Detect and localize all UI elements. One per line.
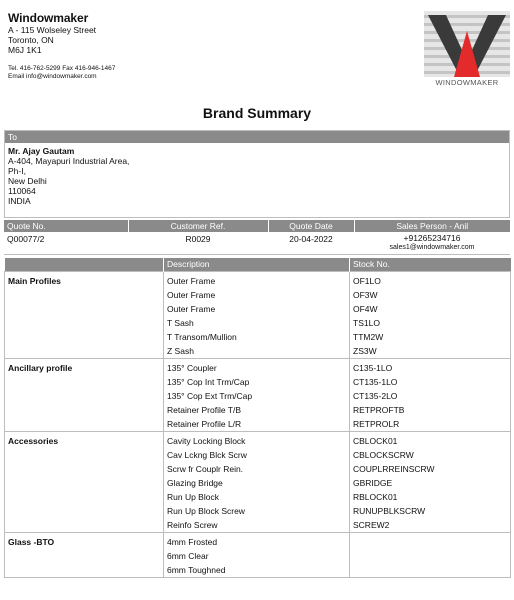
customer-address-line: New Delhi — [8, 176, 47, 186]
item-stock-no: CT135-1LO — [353, 377, 398, 387]
windowmaker-logo-icon — [424, 11, 510, 77]
item-stock-no: RUNUPBLKSCRW — [353, 506, 426, 516]
item-stock-no: RBLOCK01 — [353, 492, 398, 502]
item-stock-no: GBRIDGE — [353, 478, 393, 488]
sales-person-header: Sales Person - Anil — [354, 220, 510, 232]
document-title: Brand Summary — [202, 105, 312, 121]
item-description: Cav Lckng Blck Scrw — [167, 450, 247, 460]
item-description: Z Sash — [167, 346, 194, 356]
customer-address-line: A-404, Mayapuri Industrial Area, — [8, 156, 130, 166]
windowmaker-logo — [424, 11, 510, 91]
item-description: 6mm Toughned — [167, 565, 226, 575]
to-header: To — [5, 131, 509, 143]
stock-no-cell — [350, 272, 511, 359]
quote-date: 20-04-2022 — [268, 232, 354, 254]
item-stock-no: COUPLRREINSCRW — [353, 464, 435, 474]
table-row — [5, 272, 511, 359]
table-row — [5, 533, 511, 578]
category-cell: Main Profiles — [5, 272, 164, 359]
company-address-line: A - 115 Wolseley Street — [8, 25, 97, 35]
item-description: Outer Frame — [167, 304, 216, 314]
item-stock-no: CBLOCK01 — [353, 436, 398, 446]
item-description: 135° Coupler — [167, 363, 217, 373]
item-stock-no — [353, 535, 507, 549]
description-cell — [164, 432, 350, 533]
item-stock-no: TS1LO — [353, 318, 380, 328]
table-row — [5, 359, 511, 432]
company-address-line: Toronto, ON — [8, 35, 54, 45]
item-stock-no: OF4W — [353, 304, 378, 314]
item-description: Retainer Profile T/B — [167, 405, 242, 415]
category-cell: Accessories — [5, 432, 164, 533]
brand-summary-table — [4, 258, 511, 578]
description-cell — [164, 272, 350, 359]
description-header: Description — [164, 258, 350, 272]
item-stock-no: CT135-2LO — [353, 391, 398, 401]
company-phone: Tel. 416-762-5299 Fax 416-946-1467 — [8, 65, 116, 72]
item-stock-no — [353, 549, 507, 563]
item-description: 135° Cop Ext Trm/Cap — [167, 391, 253, 401]
company-name: Windowmaker — [8, 11, 89, 25]
customer-address-line: INDIA — [8, 196, 31, 206]
item-stock-no: TTM2W — [353, 332, 384, 342]
item-description: 6mm Clear — [167, 551, 209, 561]
quote-info-table — [4, 220, 510, 255]
sales-phone: +91265234716 — [403, 233, 461, 243]
description-cell — [164, 359, 350, 432]
description-cell — [164, 533, 350, 578]
item-stock-no: OF3W — [353, 290, 378, 300]
item-stock-no: RETPROLR — [353, 419, 400, 429]
category-header — [5, 258, 164, 272]
to-section — [4, 130, 510, 218]
category-cell: Glass -BTO — [5, 533, 164, 578]
customer-address-line: 110064 — [8, 186, 36, 196]
item-description: Run Up Block — [167, 492, 219, 502]
customer-name: Mr. Ajay Gautam — [8, 146, 75, 156]
item-description: Outer Frame — [167, 276, 216, 286]
item-stock-no: CBLOCKSCRW — [353, 450, 414, 460]
customer-address-line: Ph-I, — [8, 166, 26, 176]
item-description: Retainer Profile L/R — [167, 419, 242, 429]
logo-caption: WINDOWMAKER — [435, 78, 499, 87]
item-stock-no: RETPROFTB — [353, 405, 405, 415]
sales-email: sales1@windowmaker.com — [389, 244, 475, 251]
item-description: Scrw fr Couplr Rein. — [167, 464, 244, 474]
item-description: T Transom/Mullion — [167, 332, 237, 342]
item-description: 4mm Frosted — [167, 537, 218, 547]
company-email: Email info@windowmaker.com — [8, 73, 97, 80]
item-description: 135° Cop Int Trm/Cap — [167, 377, 250, 387]
quote-date-header: Quote Date — [268, 220, 354, 232]
item-stock-no: SCREW2 — [353, 520, 390, 530]
stock-no-cell — [350, 359, 511, 432]
company-address-line: M6J 1K1 — [8, 45, 42, 55]
item-stock-no: OF1LO — [353, 276, 381, 286]
stock-no-cell — [350, 432, 511, 533]
customer-ref: R0029 — [128, 232, 268, 254]
item-description: Reinfo Screw — [167, 520, 218, 530]
item-description: Run Up Block Screw — [167, 506, 245, 516]
item-stock-no — [353, 563, 507, 577]
item-description: Glazing Bridge — [167, 478, 223, 488]
company-info — [8, 11, 115, 81]
table-row — [5, 432, 511, 533]
item-description: T Sash — [167, 318, 194, 328]
quote-no-header: Quote No. — [4, 220, 128, 232]
quote-no: Q00077/2 — [4, 232, 128, 254]
stock-no-cell — [350, 533, 511, 578]
stock-no-header: Stock No. — [350, 258, 511, 272]
customer-ref-header: Customer Ref. — [128, 220, 268, 232]
category-cell: Ancillary profile — [5, 359, 164, 432]
item-stock-no: ZS3W — [353, 346, 377, 356]
item-description: Outer Frame — [167, 290, 216, 300]
item-description: Cavity Locking Block — [167, 436, 246, 446]
item-stock-no: C135-1LO — [353, 363, 393, 373]
